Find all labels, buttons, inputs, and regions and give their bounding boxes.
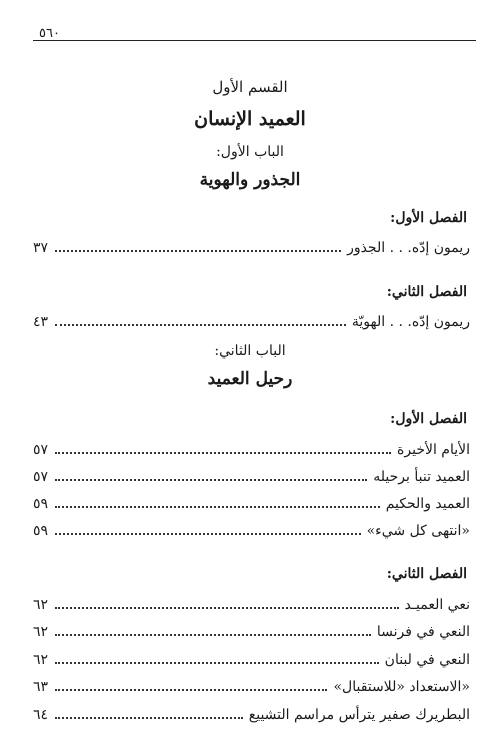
section-heading: الفصل الأول: bbox=[390, 411, 467, 427]
toc-entry[interactable] bbox=[33, 622, 470, 644]
toc-entry-title: نعي العميـد bbox=[404, 597, 470, 613]
section-heading: الفصل الثاني: bbox=[386, 284, 467, 300]
dot-leader bbox=[55, 467, 367, 481]
toc-entry[interactable] bbox=[33, 595, 470, 617]
dot-leader bbox=[55, 440, 391, 454]
toc-entry-title: البطريرك صفير يترأس مراسم التشييع bbox=[248, 707, 470, 723]
toc-entry-page: ٦٤ bbox=[33, 707, 49, 723]
toc-entry[interactable] bbox=[33, 312, 470, 334]
toc-entry-title: ريمون إدّه. . . الجذور bbox=[347, 240, 470, 256]
toc-entry-page: ٦٢ bbox=[33, 597, 49, 613]
toc-entry[interactable] bbox=[33, 467, 470, 489]
toc-entry-title: النعي في لبنان bbox=[384, 652, 470, 668]
section-heading: الفصل الأول: bbox=[390, 210, 467, 226]
dot-leader bbox=[55, 677, 327, 691]
toc-entry-title: النعي في فرنسا bbox=[376, 624, 470, 640]
toc-entry-page: ٦٢ bbox=[33, 652, 49, 668]
dot-leader bbox=[55, 705, 243, 719]
toc-entry[interactable] bbox=[33, 705, 470, 727]
dot-leader bbox=[55, 595, 399, 609]
toc-entry-title: ريمون إدّه. . . الهويّة bbox=[351, 314, 470, 330]
section-label: القسم الأول bbox=[212, 78, 288, 96]
dot-leader bbox=[55, 622, 371, 636]
toc-entry[interactable] bbox=[33, 494, 470, 516]
chapter-title: الجذور والهوية bbox=[199, 170, 301, 190]
dot-leader bbox=[55, 494, 380, 508]
toc-entry-page: ٥٩ bbox=[33, 523, 49, 539]
toc-entry-page: ٦٢ bbox=[33, 624, 49, 640]
chapter-label: الباب الثاني: bbox=[214, 343, 286, 359]
chapter-label: الباب الأول: bbox=[216, 144, 284, 160]
toc-entry-page: ٣٧ bbox=[33, 240, 49, 256]
header-rule bbox=[33, 40, 476, 41]
part-title: العميد الإنسان bbox=[194, 108, 306, 130]
toc-entry-title: الأيام الأخيرة bbox=[397, 442, 470, 458]
section-heading: الفصل الثاني: bbox=[386, 566, 467, 582]
dot-leader bbox=[55, 650, 379, 664]
toc-entry-page: ٥٧ bbox=[33, 442, 49, 458]
dot-leader bbox=[55, 312, 346, 326]
page-number: ٥٦٠ bbox=[39, 26, 60, 41]
toc-entry[interactable] bbox=[33, 440, 470, 462]
toc-entry-title: العميد تنبأ برحيله bbox=[373, 469, 470, 485]
toc-entry[interactable] bbox=[33, 521, 470, 543]
toc-entry-page: ٦٣ bbox=[33, 679, 49, 695]
toc-entry[interactable] bbox=[33, 238, 470, 260]
dot-leader bbox=[55, 521, 361, 535]
toc-entry-page: ٥٧ bbox=[33, 469, 49, 485]
toc-entry-title: العميد والحكيم bbox=[385, 496, 470, 512]
dot-leader bbox=[55, 238, 341, 252]
toc-entry[interactable] bbox=[33, 677, 470, 699]
toc-entry-page: ٤٣ bbox=[33, 314, 49, 330]
toc-entry-title: «الاستعداد «للاستقبال» bbox=[333, 679, 470, 695]
toc-entry[interactable] bbox=[33, 650, 470, 672]
toc-entry-title: «انتهى كل شيء» bbox=[366, 523, 470, 539]
chapter-title: رحيل العميد bbox=[207, 369, 293, 389]
toc-entry-page: ٥٩ bbox=[33, 496, 49, 512]
